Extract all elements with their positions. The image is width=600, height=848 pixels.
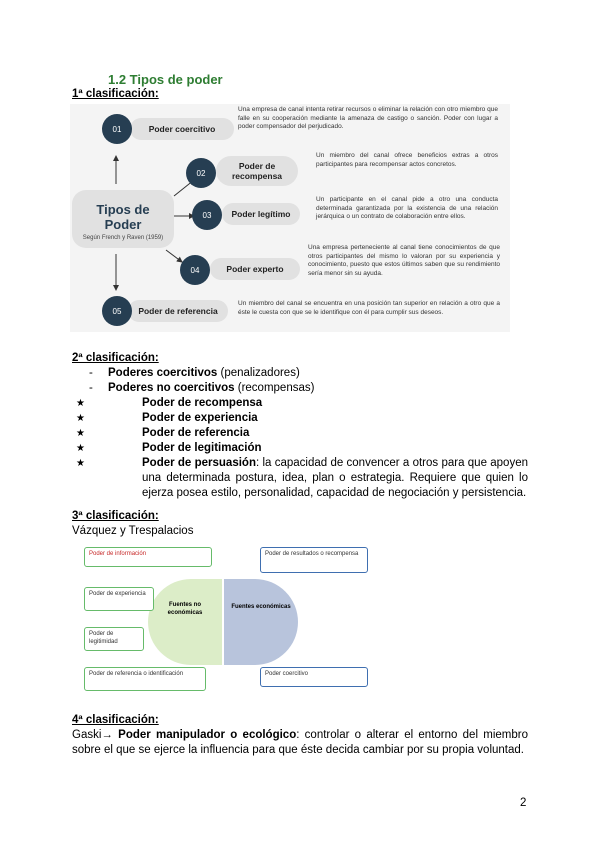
center-title-1: Tipos de [96, 202, 150, 217]
desc-coercitivo: Una empresa de canal intenta retirar recursos o eliminar la relación con otro miembro que falle en su cooperación mediante la amenaza de castigo o sanción. Poder con lugar a poder compensador del perjudicado. [238, 106, 498, 130]
list-item: ★ Poder de referencia [72, 426, 528, 441]
circle-05: 05 [102, 296, 132, 326]
economic-label: Fuentes económicas [231, 604, 291, 610]
circle-04: 04 [180, 255, 210, 285]
circle-03: 03 [192, 200, 222, 230]
non-economic-shape [148, 579, 222, 665]
circle-02: 02 [186, 158, 216, 188]
box-legitimidad: Poder de legitimidad [84, 627, 144, 651]
list-item: - Poderes coercitivos (penalizadores) [72, 366, 528, 381]
pill-recompensa: Poder de recompensa [216, 156, 298, 186]
box-resultados: Poder de resultados o recompensa [260, 547, 368, 573]
pill-referencia: Poder de referencia [128, 300, 228, 322]
clas4-text: Gaski→ Poder manipulador o ecológico: controlar o alterar el entorno del miembro sobre el que se ejerce la influencia para que éste decida cambiar por su propia voluntad. [72, 729, 528, 756]
clas3-heading: 3ª clasificación: [72, 510, 159, 522]
clas4-heading: 4ª clasificación: [72, 714, 159, 726]
pill-legitimo: Poder legítimo [222, 203, 300, 225]
desc-recompensa: Un miembro del canal ofrece beneficios extras a otros participantes para recompensar actos concretos. [316, 152, 498, 168]
box-referencia: Poder de referencia o identificación [84, 667, 206, 691]
power-types-diagram [70, 104, 510, 332]
list-item: ★ Poder de persuasión: la capacidad de convencer a otros para que apoyen una determinada postura, idea, plan o estrategia. Requiere que quien lo ejerza posea estilo, personalidad, capacidad de negociación y persistencia. [72, 456, 528, 501]
sources-diagram [80, 545, 380, 693]
center-subtitle: Según French y Raven (1959) [82, 235, 164, 241]
economic-shape [224, 579, 298, 665]
desc-legitimo: Un participante en el canal pide a otro una conducta determinada garantizada por la existencia de una relación jerárquica o un contrato de colaboración entre ellos. [316, 196, 498, 220]
list-item: - Poderes no coercitivos (recompensas) [72, 381, 528, 396]
list-item: ★ Poder de recompensa [72, 396, 528, 411]
desc-referencia: Un miembro del canal se encuentra en una posición tan superior en relación a otro que a éste le cuesta con que se le identifique con él para cumplir sus deseos. [238, 300, 500, 316]
box-coercitivo: Poder coercitivo [260, 667, 368, 687]
center-box [72, 190, 174, 248]
clas2-list [72, 366, 528, 501]
section-title: 1.2 Tipos de poder [108, 72, 223, 87]
pill-coercitivo: Poder coercitivo [130, 118, 234, 140]
list-item: ★ Poder de legitimación [72, 441, 528, 456]
clas3-authors: Vázquez y Trespalacios [72, 525, 194, 537]
center-title-2: Poder [104, 217, 142, 232]
list-item: ★ Poder de experiencia [72, 411, 528, 426]
desc-experto: Una empresa perteneciente al canal tiene conocimientos de que otros participantes del mismo lo valoran por su experiencia y conocimiento, puesto que estos últimos saben que su rendimiento sería menor sin su ayuda. [308, 244, 500, 277]
circle-01: 01 [102, 114, 132, 144]
box-informacion: Poder de información [84, 547, 212, 567]
non-economic-label: Fuentes no económicas [167, 602, 203, 616]
clas2-heading: 2ª clasificación: [72, 352, 159, 364]
pill-experto: Poder experto [210, 258, 300, 280]
clas1-heading: 1ª clasificación: [72, 88, 159, 100]
box-experiencia: Poder de experiencia [84, 587, 154, 611]
page-number: 2 [520, 797, 527, 809]
